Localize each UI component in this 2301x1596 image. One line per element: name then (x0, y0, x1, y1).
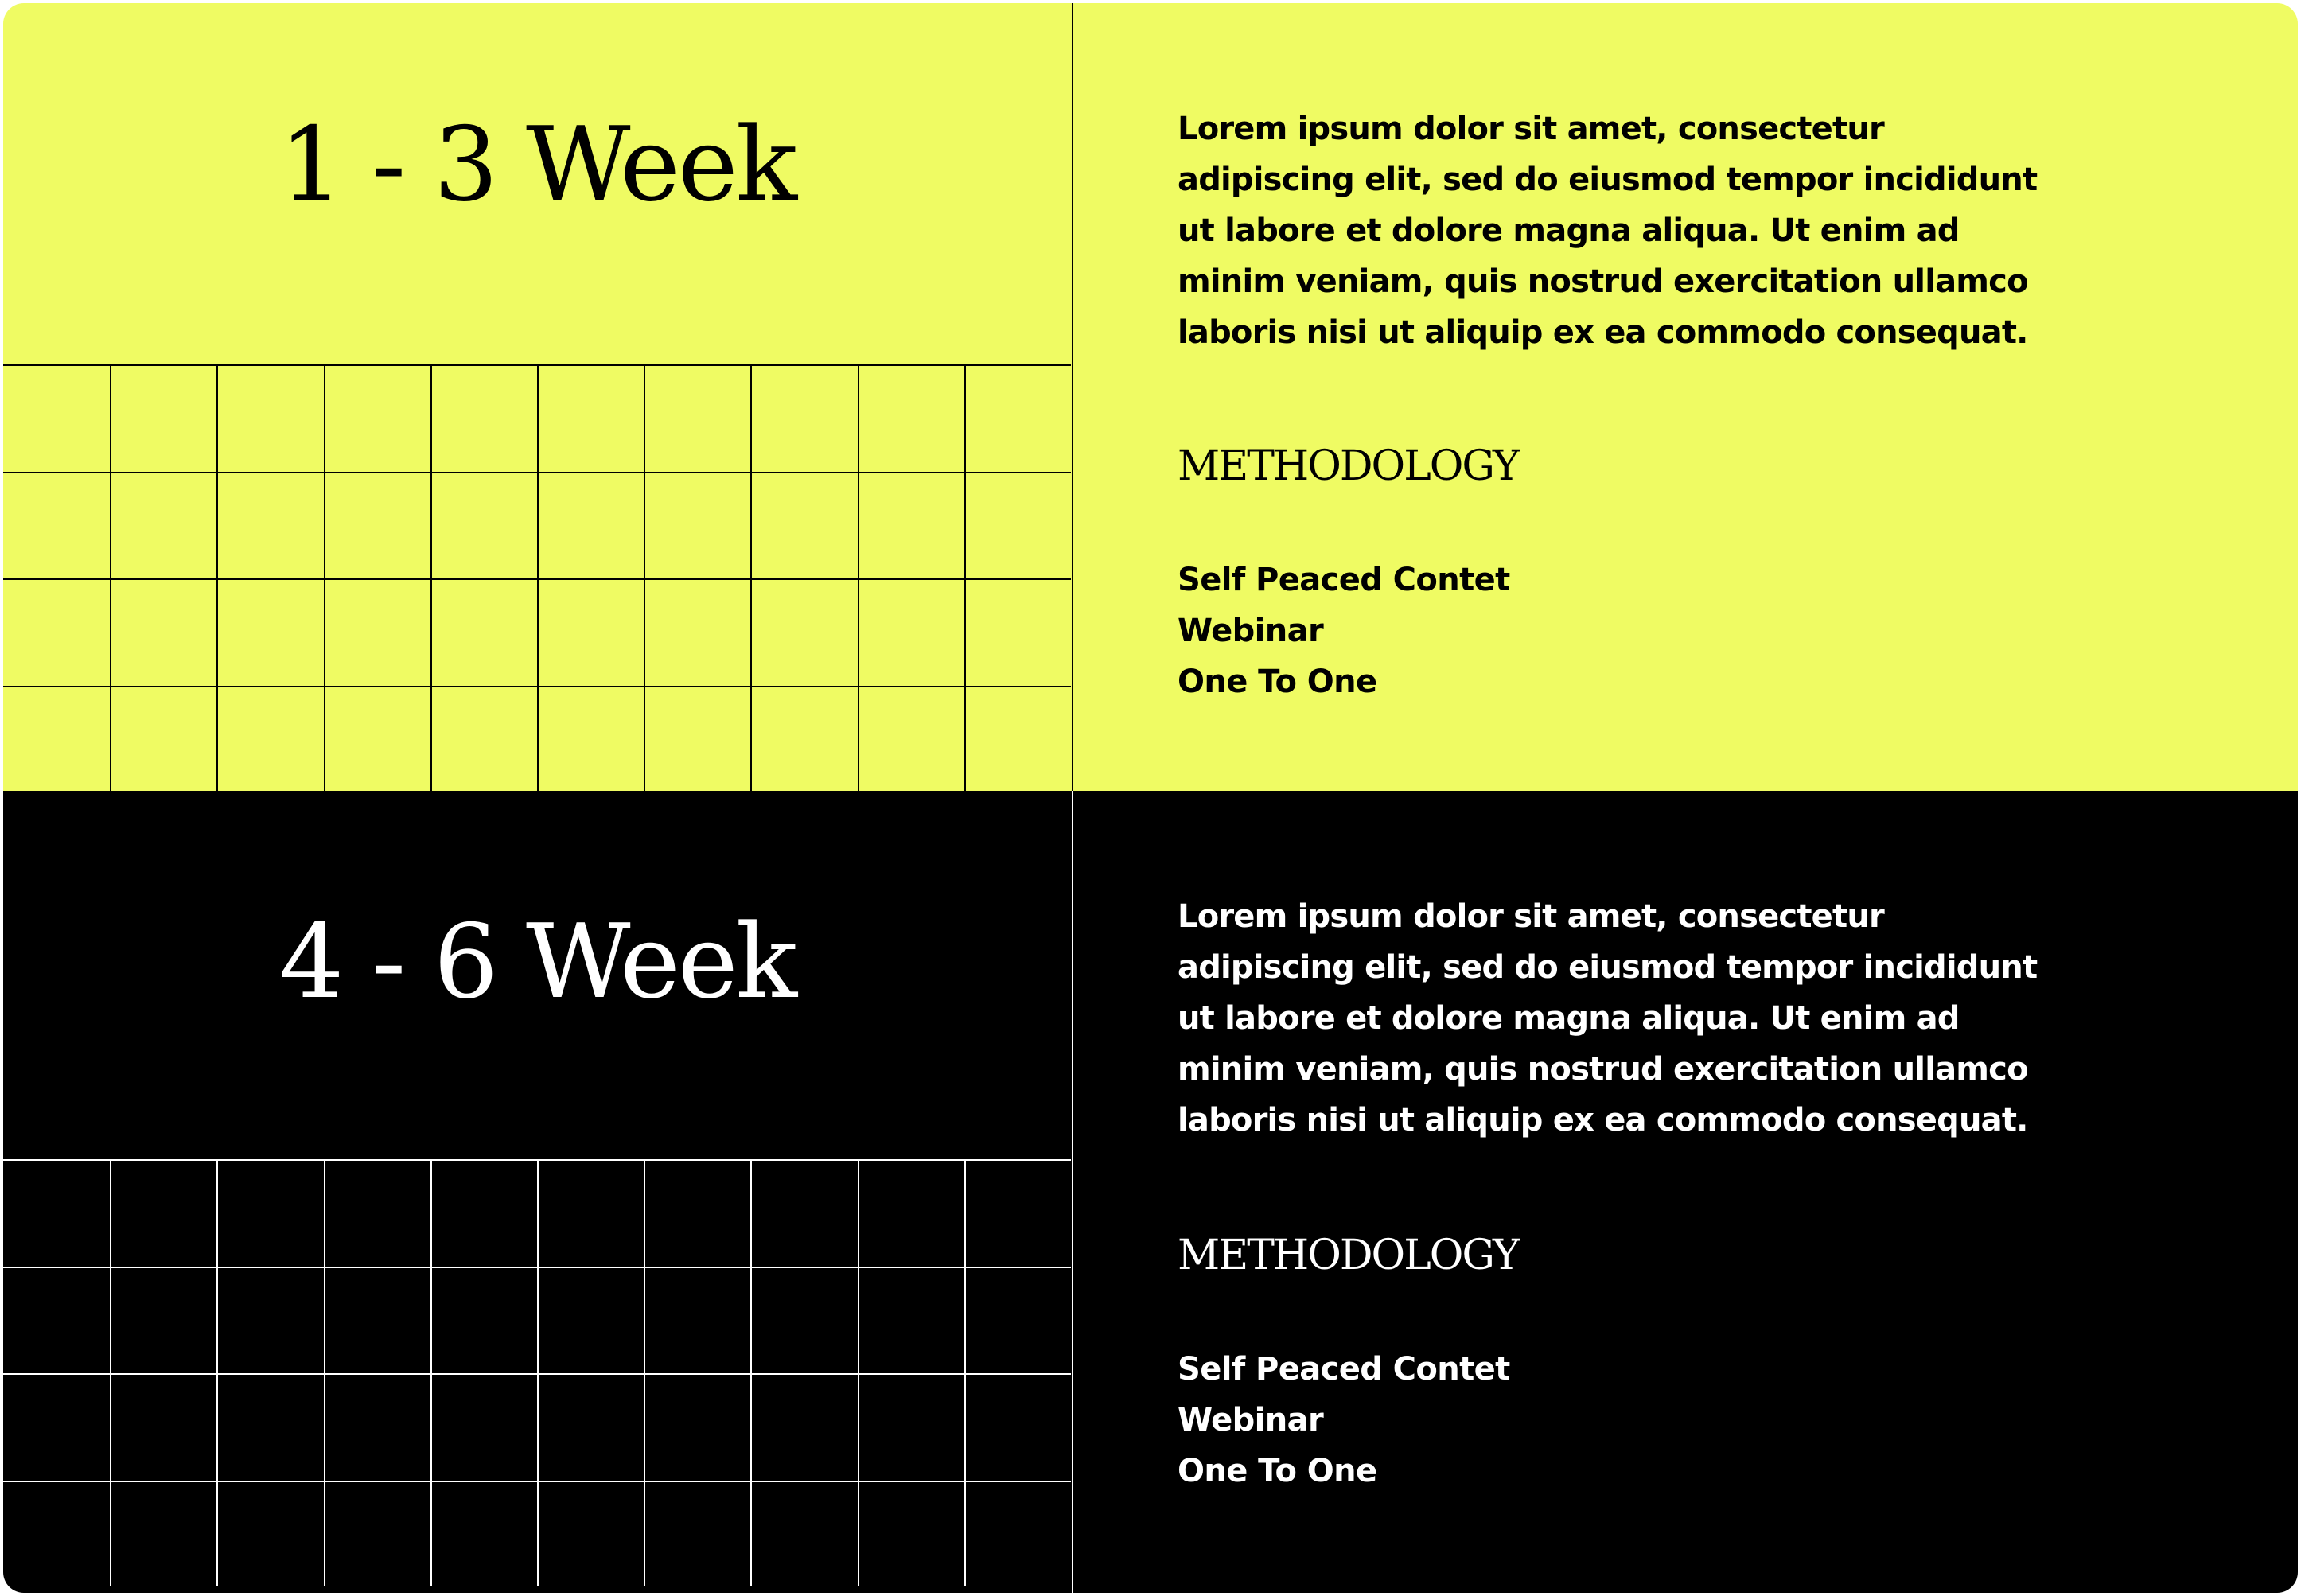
grid-line-vertical (216, 364, 218, 791)
grid-line-vertical (430, 1159, 432, 1586)
week-panel (3, 791, 1071, 1593)
program-description: Lorem ipsum dolor sit amet, consectetur adipiscing elit, sed do eiusmod tempor incididunt ut labore et dolore magna aliqua. Ut enim ad minim veniam, quis nostrud exercitation ullamco laboris nisi ut aliquip ex ea commodo consequat. (1178, 898, 2038, 1139)
grid-line-vertical (537, 1159, 539, 1586)
methodology-item: One To One (1178, 664, 1377, 700)
vertical-divider (1072, 3, 1073, 791)
methodology-item: Self Peaced Contet (1178, 1351, 1510, 1388)
grid-line-vertical (216, 1159, 218, 1586)
grid-line-vertical (964, 364, 966, 791)
details-panel (1178, 791, 2085, 1593)
grid-line-vertical (644, 1159, 645, 1586)
methodology-item: Self Peaced Contet (1178, 562, 1510, 598)
grid-line-vertical (537, 364, 539, 791)
methodology-item: Webinar (1178, 1402, 1324, 1438)
grid-line-vertical (858, 1159, 859, 1586)
grid-line-vertical (110, 1159, 111, 1586)
grid-line-vertical (750, 1159, 752, 1586)
program-card (3, 3, 2298, 1593)
decorative-grid (3, 364, 1071, 791)
methodology-heading: METHODOLOGY (1178, 442, 1519, 490)
week-duration-title: 1 - 3 Week (278, 106, 796, 224)
grid-line-vertical (858, 364, 859, 791)
week-panel (3, 3, 1071, 791)
grid-line-vertical (644, 364, 645, 791)
vertical-divider (1072, 791, 1073, 1593)
grid-line-vertical (324, 364, 325, 791)
grid-line-vertical (750, 364, 752, 791)
grid-line-vertical (110, 364, 111, 791)
methodology-list (1178, 1344, 1510, 1497)
methodology-heading: METHODOLOGY (1178, 1232, 1519, 1279)
program-section-4-6-week (3, 791, 2298, 1593)
methodology-list (1178, 555, 1510, 707)
decorative-grid (3, 1159, 1071, 1586)
methodology-item: Webinar (1178, 613, 1324, 649)
program-description: Lorem ipsum dolor sit amet, consectetur adipiscing elit, sed do eiusmod tempor incididunt ut labore et dolore magna aliqua. Ut enim ad minim veniam, quis nostrud exercitation ullamco laboris nisi ut aliquip ex ea commodo consequat. (1178, 111, 2038, 351)
week-duration-title: 4 - 6 Week (278, 903, 796, 1022)
methodology-item: One To One (1178, 1453, 1377, 1489)
grid-line-vertical (324, 1159, 325, 1586)
program-section-1-3-week (3, 3, 2298, 791)
grid-line-vertical (430, 364, 432, 791)
grid-line-vertical (964, 1159, 966, 1586)
details-panel (1178, 3, 2085, 791)
